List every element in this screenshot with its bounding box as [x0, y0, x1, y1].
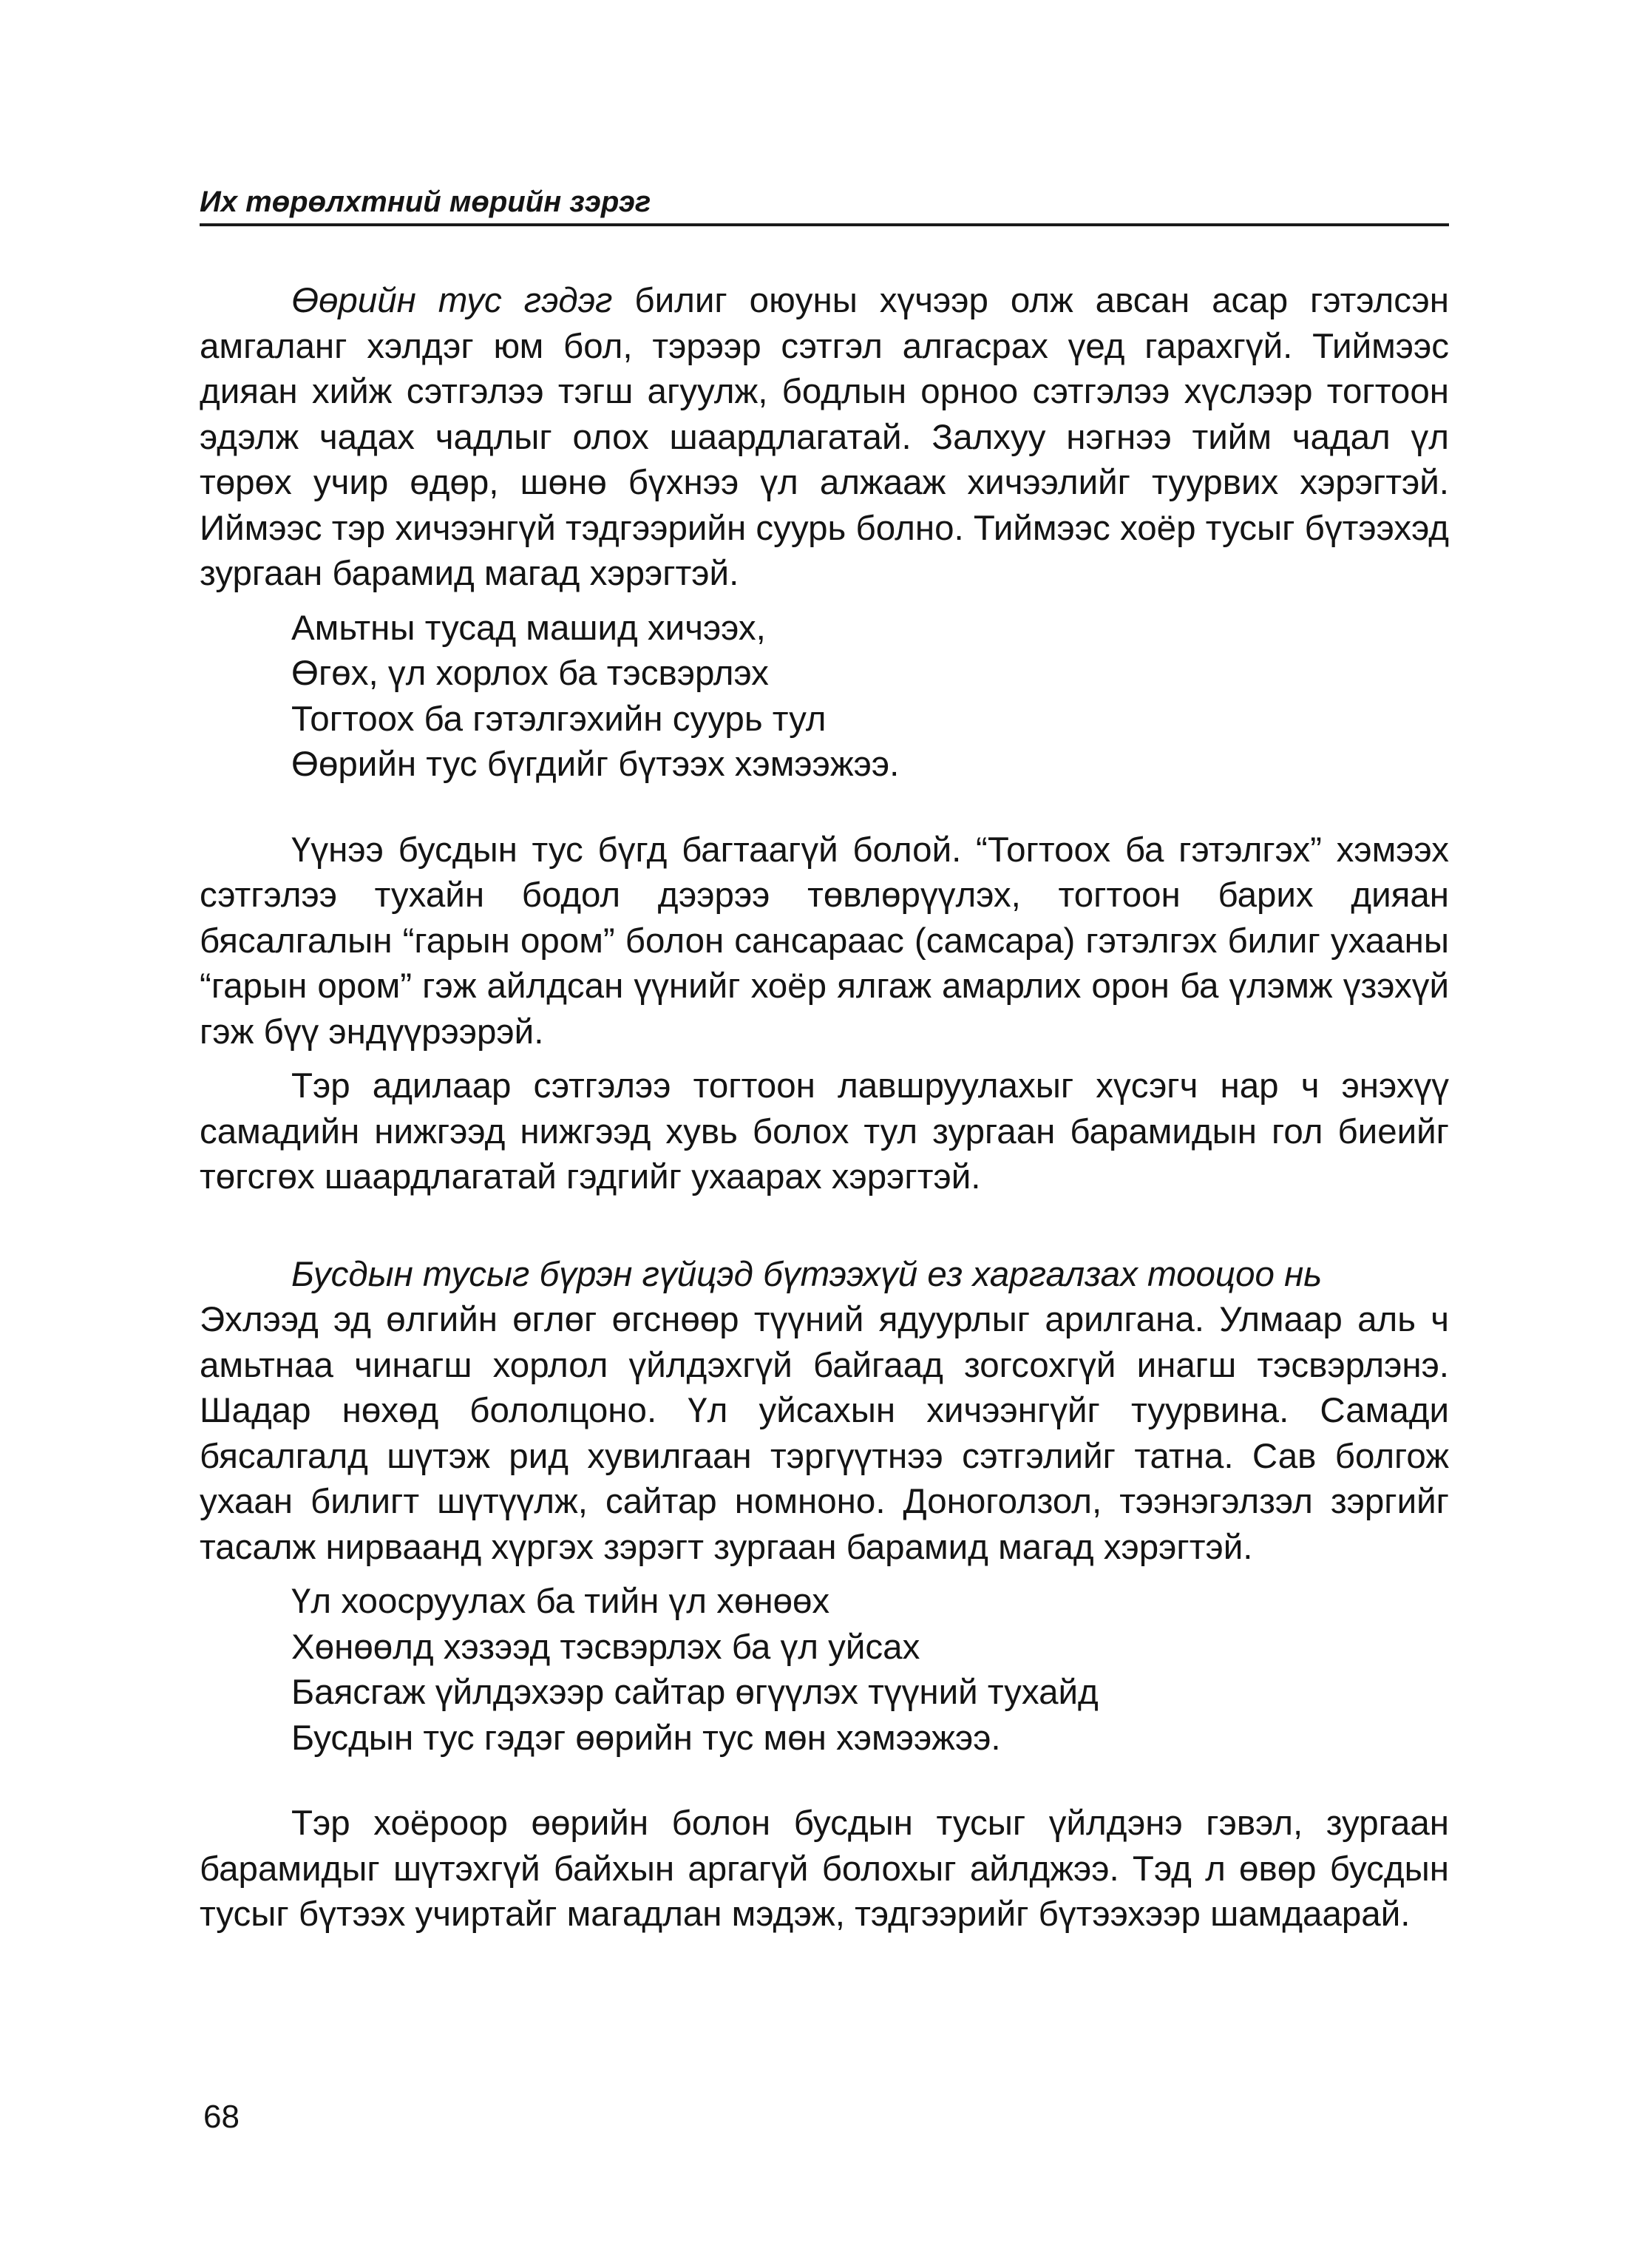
page-number: 68 [203, 2099, 240, 2135]
paragraph-stabilize-liberate: Үүнээ бусдын тус бүгд багтаагүй болой. “Тогтоох ба гэтэлгэх” хэмээх сэтгэлээ тухайн бодол дээрээ төвлөрүүлэх, тогтоон барих дияан бясалгалын “гарын ором” болон сансараас (самсара) гэтэлгэх билиг ухааны “гарын ором” гэж айлдсан үүнийг хоёр ялгаж амарлих орон ба үлэмж үзэхүй гэж бүү эндүүрээрэй. [200, 830, 1449, 1052]
verse-line: Хөнөөлд хэзээд тэсвэрлэх ба үл уйсах [291, 1627, 920, 1667]
paragraph-own-benefit [200, 278, 1449, 597]
verse-line: Баясгаж үйлдэхээр сайтар өгүүлэх түүний тухайд [291, 1673, 1099, 1712]
verse-line: Бусдын тус гэдэг өөрийн тус мөн хэмээжээ. [291, 1718, 1001, 1758]
paragraph-conclusion: Тэр хоёроор өөрийн болон бусдын тусыг үйлдэнэ гэвэл, зургаан барамидыг шүтэхгүй байхын аргагүй болохыг айлджээ. Тэд л өвөр бусдын тусыг бүтээх учиртайг магадлан мэдэж, тэдгээрийг бүтээхээр шамдаарай. [200, 1804, 1449, 1934]
paragraph-others-benefit: Эхлээд эд өлгийн өглөг өгснөөр түүний ядуурлыг арилгана. Улмаар аль ч амьтнаа чинагш хорлол үйлдэхгүй байгаад зогсохгүй инагш тэсвэрлэнэ. Шадар нөхөд бололцоно. Үл уйсахын хичээнгүйг туурвина. Самади бясалгалд шүтэж рид хувилгаан тэргүүтнээ сэтгэлийг татна. Сав болгож ухаан билигт шүтүүлж, сайтар номноно. Доноголзол, тээнэгэлзэл зэргийг тасалж нирваанд хүргэх зэрэгт зургаан барамид магад хэрэгтэй. [200, 1300, 1449, 1567]
book-page [200, 185, 1449, 1946]
section-heading-others-benefit: Бусдын тусыг бүрэн гүйцэд бүтээхүй ез харгалзах тооцоо нь [291, 1254, 1323, 1294]
paragraph-own-benefit-text: билиг оюуны хүчээр олж авсан асар гэтэлсэн амгаланг хэлдэг юм бол, тэрээр сэтгэл алгасрах үед гарахгүй. Тиймээс дияан хийж сэтгэлээ тэгш агуулж, бодлын орноо сэтгэлээ хүслээр тогтоон эдэлж чадах чадлыг олох шаардлагатай. Залхуу нэгнээ тийм чадал үл төрөх учир өдөр, шөнө бүхнээ үл алжааж хичээлийг туурвих хэрэгтэй. Иймээс тэр хичээнгүй тэдгээрийн суурь болно. Тиймээс хоёр тусыг бүтээхэд зургаан барамид магад хэрэгтэй. [200, 281, 1449, 593]
verse-line: Тогтоох ба гэтэлгэхийн суурь тул [291, 699, 827, 739]
verse-line: Өөрийн тус бүгдийг бүтээх хэмээжээ. [291, 745, 900, 784]
verse-block-1 [291, 606, 1449, 788]
verse-block-2 [291, 1579, 1449, 1761]
verse-line: Үл хоосруулах ба тийн үл хөнөөх [291, 1582, 830, 1621]
running-header: Их төрөлхтний мөрийн зэрэг [200, 185, 1449, 226]
verse-line: Амьтны тусад машид хичээх, [291, 608, 766, 648]
paragraph-samadhi: Тэр адилаар сэтгэлээ тогтоон лавшруулахыг хүсэгч нар ч энэхүү самадийн нижгээд нижгээд хувь болох тул зургаан барамидын гол биеийг төгсгөх шаардлагатай гэдгийг ухаарах хэрэгтэй. [200, 1066, 1449, 1196]
verse-line: Өгөх, үл хорлох ба тэсвэрлэх [291, 654, 769, 693]
term-own-benefit: Өөрийн тус гэдэг [291, 281, 613, 320]
